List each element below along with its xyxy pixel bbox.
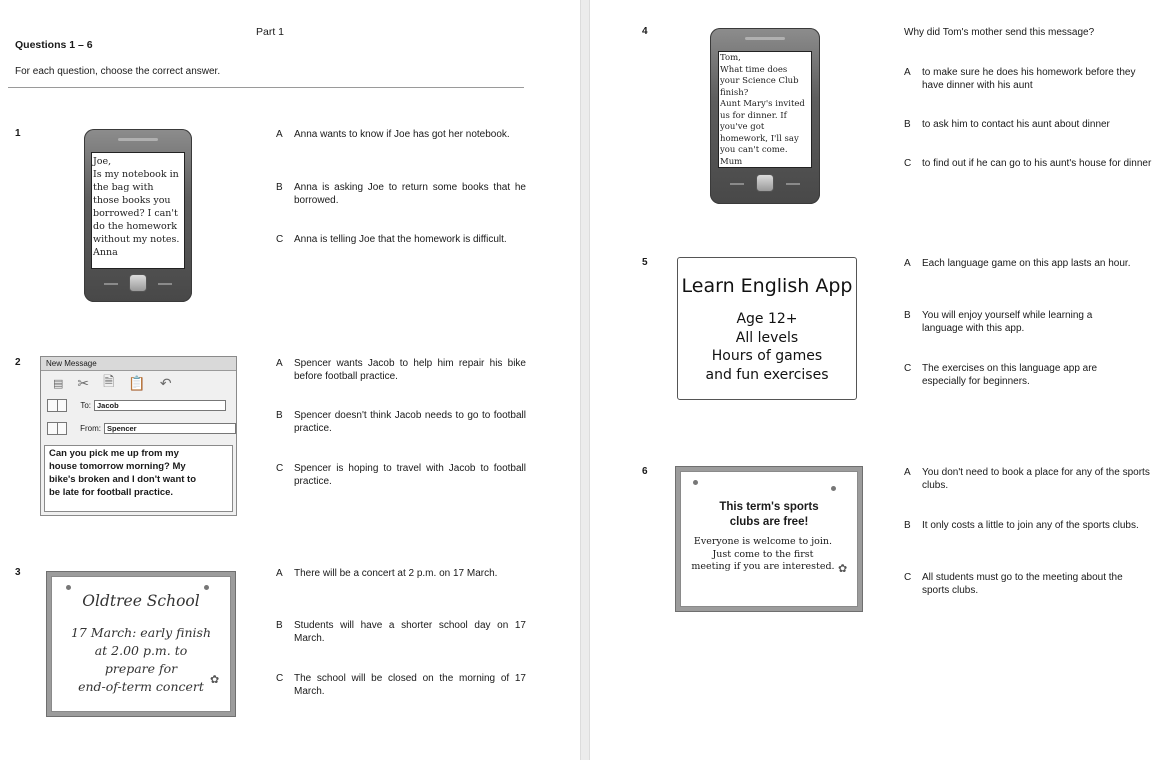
email-body[interactable] bbox=[44, 445, 233, 512]
app-details bbox=[678, 310, 856, 384]
from-row bbox=[47, 422, 236, 435]
message-line: Aunt Mary's invited bbox=[720, 99, 805, 109]
phone-screen-q4 bbox=[718, 51, 812, 168]
notice-body bbox=[52, 624, 230, 696]
message-signature: Mum bbox=[720, 156, 743, 167]
message-line: your Science Club bbox=[720, 76, 799, 86]
notice-line: at 2.00 p.m. to bbox=[94, 643, 188, 658]
option-letter: C bbox=[904, 572, 912, 583]
option-6c[interactable] bbox=[904, 571, 1152, 597]
option-6a[interactable] bbox=[904, 466, 1152, 492]
app-line: All levels bbox=[735, 329, 799, 346]
option-letter: B bbox=[904, 310, 911, 321]
message-line: homework, I'll say bbox=[720, 133, 799, 144]
notice-paper bbox=[680, 471, 858, 607]
option-text: The exercises on this language app are especially for beginners. bbox=[922, 363, 1098, 387]
to-label: To: bbox=[80, 401, 91, 410]
question-5-number: 5 bbox=[642, 257, 648, 268]
question-4-prompt: Why did Tom's mother send this message? bbox=[904, 27, 1095, 38]
option-text: It only costs a little to join any of the sports clubs. bbox=[922, 520, 1139, 531]
option-text: There will be a concert at 2 p.m. on 17 March. bbox=[294, 568, 498, 579]
option-letter: B bbox=[276, 410, 283, 421]
notice-heading: Oldtree School bbox=[82, 592, 200, 610]
option-text: All students must go to the meeting about the sports clubs. bbox=[922, 572, 1123, 596]
message-line: those books you bbox=[93, 195, 171, 206]
option-5a[interactable] bbox=[904, 257, 1136, 270]
email-line: be late for football practice. bbox=[49, 487, 174, 498]
option-text: The school will be closed on the morning of 17 March. bbox=[294, 673, 526, 697]
message-line: borrowed? I can't bbox=[93, 208, 178, 219]
undo-icon[interactable]: ↶ bbox=[159, 374, 172, 391]
message-line: the bag with bbox=[93, 182, 154, 193]
option-letter: A bbox=[904, 258, 911, 269]
option-text: Spencer wants Jacob to help him repair his bike before football practice. bbox=[294, 358, 526, 382]
message-line: Is my notebook in bbox=[93, 169, 179, 180]
part-title: Part 1 bbox=[256, 26, 285, 38]
message-line: What time does bbox=[720, 64, 788, 75]
option-letter: B bbox=[904, 119, 911, 130]
option-letter: C bbox=[276, 234, 284, 245]
option-letter: B bbox=[276, 182, 283, 193]
option-text: to find out if he can go to his aunt's house for dinner bbox=[922, 158, 1152, 169]
from-field[interactable]: Spencer bbox=[104, 423, 236, 434]
option-text: Anna wants to know if Joe has got her notebook. bbox=[294, 129, 510, 140]
option-text: You will enjoy yourself while learning a language with this app. bbox=[922, 310, 1093, 334]
cut-icon[interactable]: ✂ bbox=[77, 374, 90, 391]
question-1-number: 1 bbox=[15, 128, 21, 139]
option-text: You don't need to book a place for any of the sports clubs. bbox=[922, 467, 1150, 491]
option-text: Anna is asking Joe to return some books that he borrowed. bbox=[294, 182, 526, 206]
option-text: Spencer is hoping to travel with Jacob to football practice. bbox=[294, 463, 526, 487]
option-3b[interactable] bbox=[276, 619, 526, 645]
notice-line: Everyone is welcome to join. bbox=[693, 536, 833, 547]
notice-line: prepare for bbox=[104, 661, 178, 676]
paste-icon[interactable]: 📋 bbox=[128, 374, 146, 391]
to-row bbox=[47, 399, 226, 412]
notice-body bbox=[681, 536, 848, 575]
notice-paper bbox=[51, 576, 231, 712]
address-book-icon[interactable] bbox=[47, 422, 67, 435]
from-label: From: bbox=[80, 424, 101, 433]
question-6-number: 6 bbox=[642, 466, 648, 477]
notice-heading bbox=[681, 500, 857, 530]
option-2c[interactable] bbox=[276, 462, 526, 488]
notice-heading-line: clubs are free! bbox=[729, 516, 809, 528]
flower-icon: ✿ bbox=[210, 674, 220, 686]
option-text: to ask him to contact his aunt about dinner bbox=[922, 119, 1110, 130]
email-toolbar bbox=[41, 371, 236, 395]
earpiece bbox=[745, 37, 785, 40]
question-2-number: 2 bbox=[15, 357, 21, 368]
message-line: you can't come. bbox=[720, 145, 788, 155]
softkey-left-icon bbox=[730, 183, 744, 185]
option-letter: A bbox=[904, 67, 911, 78]
option-3c[interactable] bbox=[276, 672, 526, 698]
option-letter: A bbox=[904, 467, 911, 478]
option-2a[interactable] bbox=[276, 357, 526, 383]
option-text: to make sure he does his homework before they have dinner with his aunt bbox=[922, 67, 1136, 91]
email-title: New Message bbox=[41, 357, 236, 371]
instruction: For each question, choose the correct answer. bbox=[15, 66, 221, 77]
option-5b[interactable] bbox=[904, 309, 1136, 335]
option-3a[interactable] bbox=[276, 567, 526, 580]
option-5c[interactable] bbox=[904, 362, 1136, 388]
flower-icon: ✿ bbox=[838, 563, 848, 575]
option-text: Anna is telling Joe that the homework is difficult. bbox=[294, 234, 507, 245]
home-button-icon bbox=[129, 274, 147, 292]
pin-icon bbox=[831, 486, 836, 491]
noticeboard-q6 bbox=[675, 466, 863, 612]
email-line: house tomorrow morning? My bbox=[49, 461, 186, 472]
notice-line: Just come to the first bbox=[712, 548, 814, 560]
right-page bbox=[590, 0, 1156, 760]
phone-icon bbox=[84, 129, 192, 302]
option-1c[interactable] bbox=[276, 233, 526, 246]
app-line: and fun exercises bbox=[705, 366, 829, 383]
option-4b[interactable] bbox=[904, 118, 1152, 131]
option-letter: C bbox=[276, 673, 284, 684]
option-text: Each language game on this app lasts an hour. bbox=[922, 258, 1131, 269]
option-letter: C bbox=[904, 363, 912, 374]
option-letter: C bbox=[276, 463, 284, 474]
option-letter: A bbox=[276, 358, 283, 369]
email-line: bike's broken and I don't want to bbox=[49, 474, 197, 485]
home-button-icon bbox=[756, 174, 774, 192]
address-book-icon[interactable] bbox=[47, 399, 67, 412]
option-1b[interactable] bbox=[276, 181, 526, 207]
message-line: Tom, bbox=[720, 53, 741, 63]
pin-icon bbox=[66, 585, 71, 590]
message-line: finish? bbox=[720, 87, 749, 98]
app-line: Age 12+ bbox=[736, 311, 798, 327]
copy-icon[interactable]: 🗎 bbox=[103, 373, 115, 389]
option-text: Students will have a shorter school day on 17 March. bbox=[294, 620, 526, 644]
pin-icon bbox=[693, 480, 698, 485]
option-6b[interactable] bbox=[904, 519, 1152, 532]
notice-line: end-of-term concert bbox=[78, 679, 204, 694]
option-2b[interactable] bbox=[276, 409, 526, 435]
message-line: you've got bbox=[720, 122, 765, 132]
option-letter: B bbox=[276, 620, 283, 631]
option-4a[interactable] bbox=[904, 66, 1152, 92]
earpiece bbox=[118, 138, 158, 141]
option-letter: B bbox=[904, 520, 911, 531]
app-line: Hours of games bbox=[711, 348, 823, 364]
softkey-left-icon bbox=[104, 283, 118, 285]
softkey-right-icon bbox=[786, 183, 800, 185]
page-gutter bbox=[580, 0, 590, 760]
divider bbox=[8, 87, 524, 88]
option-text: Spencer doesn't think Jacob needs to go to football practice. bbox=[294, 410, 526, 434]
app-title: Learn English App bbox=[681, 275, 853, 297]
question-3-number: 3 bbox=[15, 567, 21, 578]
message-signature: Anna bbox=[93, 247, 118, 258]
question-4-number: 4 bbox=[642, 26, 648, 37]
option-4c[interactable] bbox=[904, 157, 1152, 170]
email-line: Can you pick me up from my bbox=[49, 448, 179, 459]
message-line: without my notes. bbox=[93, 234, 180, 245]
option-letter: C bbox=[904, 158, 912, 169]
notice-line: meeting if you are interested. bbox=[691, 561, 835, 572]
pin-icon bbox=[204, 585, 209, 590]
email-window bbox=[40, 356, 237, 516]
notice-line: 17 March: early finish bbox=[70, 625, 212, 640]
phone-icon bbox=[710, 28, 820, 204]
app-ad bbox=[677, 257, 857, 400]
noticeboard-q3 bbox=[46, 571, 236, 717]
option-letter: A bbox=[276, 129, 283, 140]
message-line: us for dinner. If bbox=[720, 110, 787, 121]
phone-screen-q1 bbox=[91, 152, 185, 269]
softkey-right-icon bbox=[158, 283, 172, 285]
option-1a[interactable] bbox=[276, 128, 526, 141]
option-letter: A bbox=[276, 568, 283, 579]
address-book-icon[interactable]: ▤ bbox=[53, 377, 64, 390]
to-field[interactable]: Jacob bbox=[94, 400, 226, 411]
message-line: Joe, bbox=[93, 156, 112, 167]
question-range: Questions 1 – 6 bbox=[15, 39, 93, 51]
notice-heading-line: This term's sports bbox=[719, 501, 819, 513]
message-line: do the homework bbox=[93, 221, 178, 232]
